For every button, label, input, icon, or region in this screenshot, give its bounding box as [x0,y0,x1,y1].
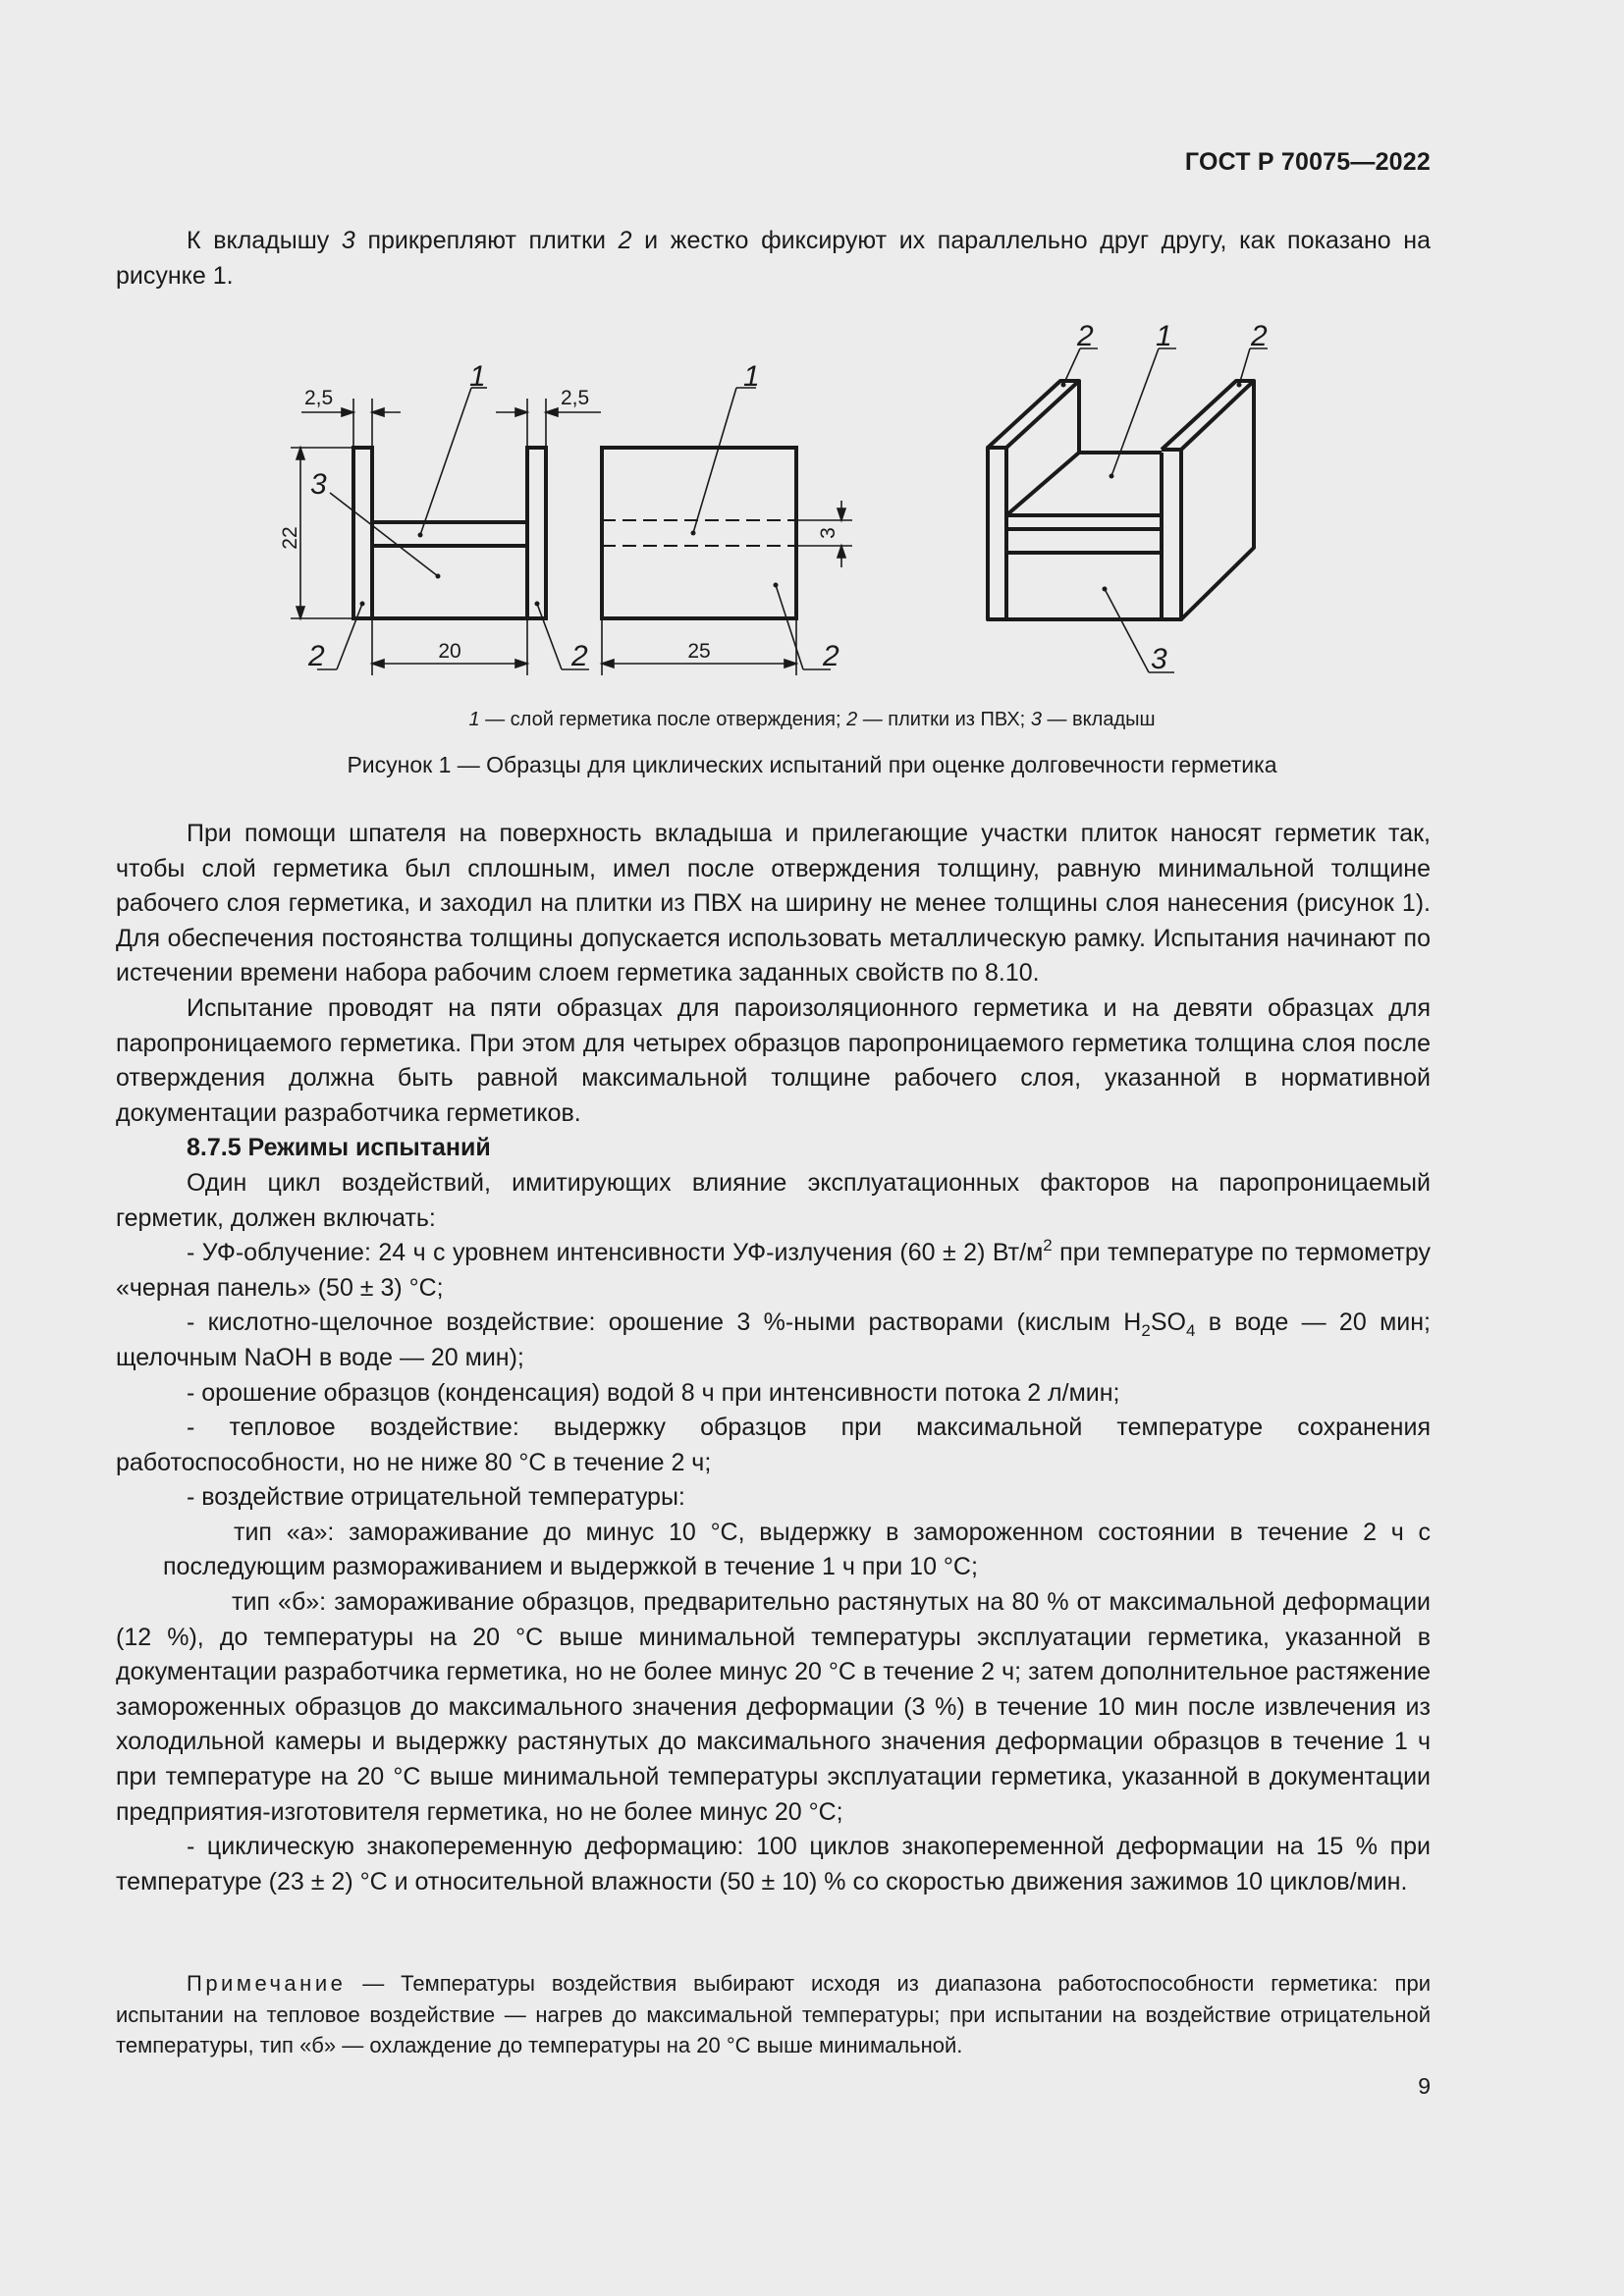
bullet-irrigation: - орошение образцов (конденсация) водой 8 ч при интенсивности потока 2 л/мин; [187,1378,1120,1407]
dim-20: 20 [438,640,461,663]
dim-2-5-right: 2,5 [561,387,590,409]
dim-2-5-left: 2,5 [304,387,334,409]
label-1-left: 1 [469,360,486,393]
type-b: тип «б»: замораживание образцов, предварительно растянутых на 80 % от максимальной деформации (12 %), до температуры на 20 °С выше минимальной температуры эксплуатации герметика, указанной в документации разработчика герметика, но не более минус 20 °С в течение 2 ч; затем дополнительное растяжение замороженных образцов до максимального значения деформации (3 %) в течение 10 мин после извлечения из холодильной камеры и выдержку растянутых до максимального значения деформации образцов в течение 1 ч при температуре на 20 °С выше минимальной температуры эксплуатации герметика, указанной в документации предприятия-изготовителя герметика, но не более минус 20 °С; [116,1588,1431,1826]
dim-3: 3 [817,527,839,539]
note-label: Примечание [187,1971,347,1996]
page-number: 9 [1418,2073,1431,2099]
note-text: — Температуры воздействия выбирают исходя из диапазона работоспособности герметика: при испытании на тепловое воздействие — нагрев до максимальной температуры; при испытании на воздействие отрицательной температуры, тип «б» — охлаждение до температуры на 20 °С выше минимальной. [116,1971,1431,2057]
label-2-left-a: 2 [308,640,325,672]
dim-25: 25 [687,640,711,663]
bullet-uv: - УФ-облучение: 24 ч с уровнем интенсивности УФ-излучения (60 ± 2) $Вт/м^2$ при температуре по термометру «черная панель» (50 ± 3) °С; [116,1236,1431,1302]
type-a: тип «а»: замораживание до минус 10 °С, выдержку в замороженном состоянии в течение 2 ч с последующим размораживанием и выдержкой в течение 1 ч при 10 °С; [163,1518,1431,1581]
label-3-iso: 3 [1151,643,1167,675]
document-id: ГОСТ Р 70075—2022 [1184,148,1431,176]
paragraph-cycle: Один цикл воздействий, имитирующих влияние эксплуатационных факторов на паропроницаемый герметик, должен включать: [116,1168,1431,1232]
figure-caption: Рисунок 1 — Образцы для циклических испытаний при оценке долговечности герметика [347,752,1277,777]
paragraph-samples: Испытание проводят на пяти образцах для пароизоляционного герметика и на девяти образцах для паропроницаемого герметика. При этом для четырех образцов паропроницаемого герметика толщина слоя после отверждения должна быть равной максимальной толщине рабочего слоя, указанной в нормативной документации разработчика герметиков. [116,993,1431,1127]
body-text [116,817,1431,1899]
label-2-iso-right: 2 [1251,320,1268,352]
label-3-left: 3 [310,468,327,501]
intro-paragraph: К вкладышу 3 прикрепляют плитки 2 и жестко фиксируют их параллельно друг другу, как показано на рисунке 1. [116,227,1431,290]
section-heading: 8.7.5 Режимы испытаний [187,1134,491,1162]
label-2-left-b: 2 [571,640,588,672]
label-2-middle: 2 [823,640,839,672]
figure-legend: 1 — слой герметика после отверждения; 2 — плитки из ПВХ; 3 — вкладыш [468,709,1156,730]
label-2-iso-left: 2 [1077,320,1094,352]
dim-22: 22 [279,526,301,550]
figure-1-drawing [0,0,1624,707]
label-1-middle: 1 [743,360,760,393]
bullet-acid: - кислотно-щелочное воздействие: орошение 3 %-ными растворами (кислым $H_2SO_4$ в воде — 20 мин; щелочным NaOH в воде — 20 мин); [116,1308,1431,1371]
label-1-iso: 1 [1156,320,1172,352]
note [116,1968,1431,2061]
bullet-cyclic-deformation: - циклическую знакопеременную деформацию: 100 циклов знакопеременной деформации на 15 % при температуре (23 ± 2) °С и относительной влажности (50 ± 10) % со скоростью движения зажимов 10 циклов/мин. [116,1833,1431,1896]
paragraph-application: При помощи шпателя на поверхность вкладыша и прилегающие участки плиток наносят герметик так, чтобы слой герметика был сплошным, имел после отверждения толщину, равную минимальной толщине рабочего слоя герметика, и заходил на плитки из ПВХ на ширину не менее толщины слоя нанесения (рисунок 1). Для обеспечения постоянства толщины допускается использовать металлическую рамку. Испытания начинают по истечении времени набора рабочим слоем герметика заданных свойств по 8.10. [116,820,1431,988]
bullet-negative-temp: - воздействие отрицательной температуры: [187,1483,685,1512]
bullet-heat: - тепловое воздействие: выдержку образцов при максимальной температуре сохранения работоспособности, но не ниже 80 °С в течение 2 ч; [116,1414,1431,1476]
